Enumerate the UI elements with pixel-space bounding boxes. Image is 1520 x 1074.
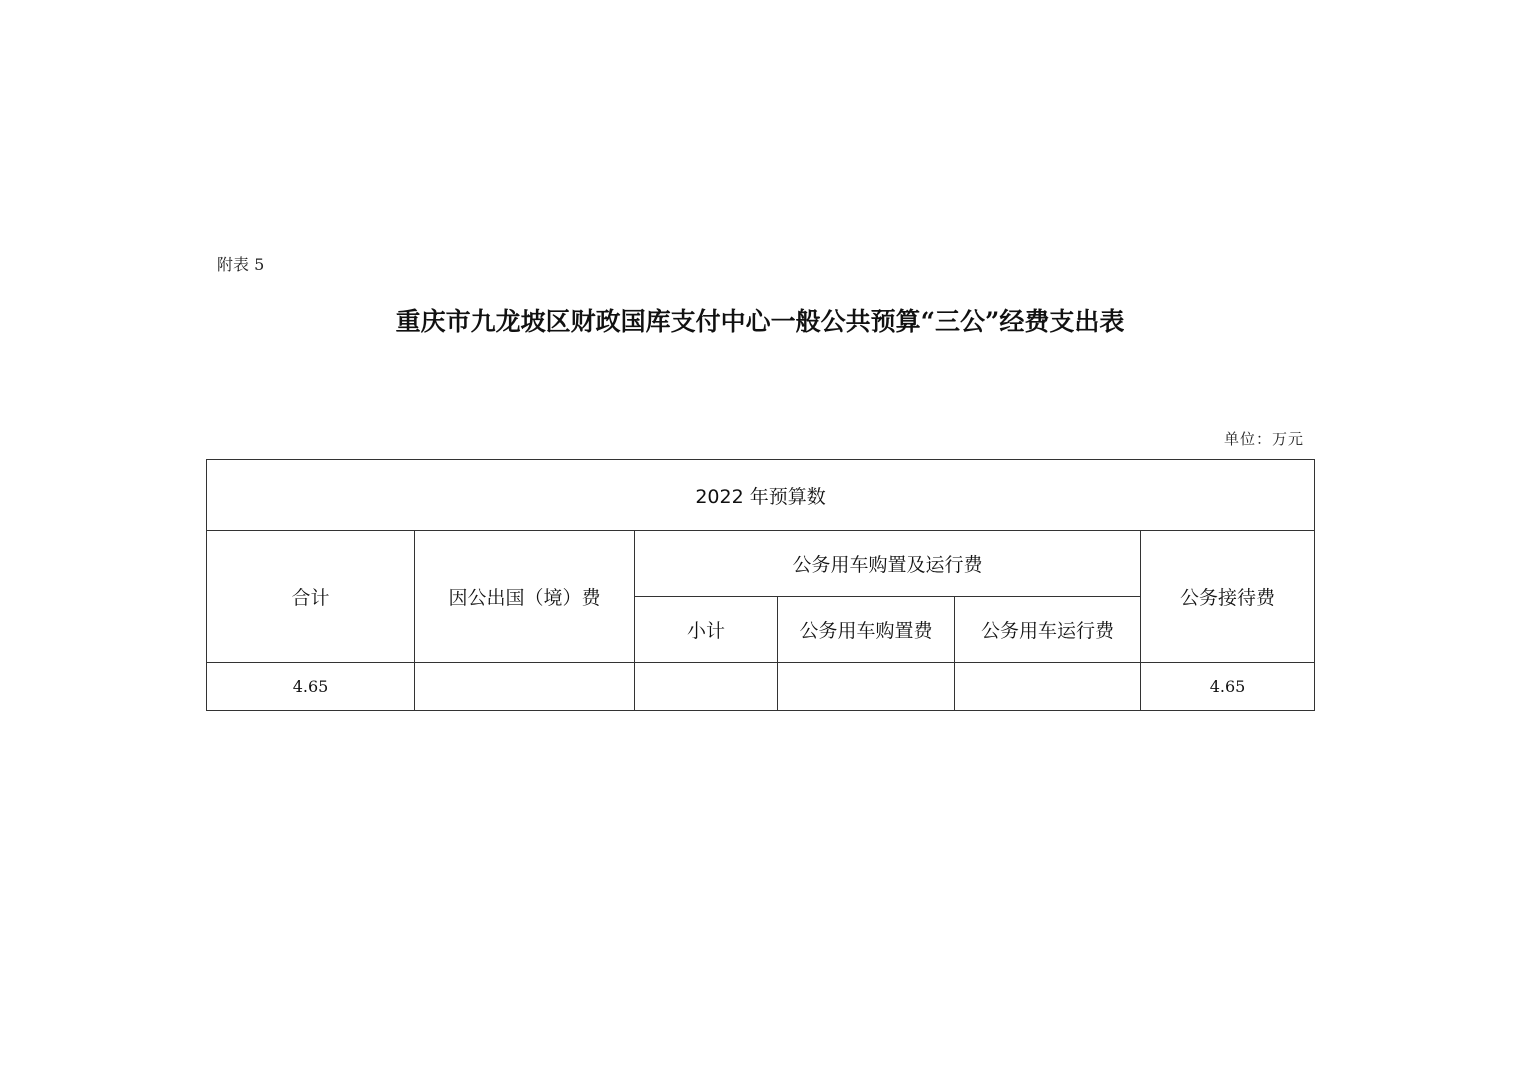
unit-note: 单位：万元 (1223, 430, 1304, 448)
header-overseas-travel: 因公出国（境）费 (415, 531, 635, 663)
table-row (207, 663, 1315, 711)
value-overseas-travel (415, 663, 635, 711)
value-total: 4.65 (207, 663, 415, 711)
header-vehicle-group: 公务用车购置及运行费 (635, 531, 1141, 597)
header-vehicle-operation: 公务用车运行费 (955, 597, 1141, 663)
value-vehicle-operation (955, 663, 1141, 711)
header-reception: 公务接待费 (1141, 531, 1315, 663)
budget-table (206, 459, 1315, 711)
attachment-label: 附表 5 (217, 255, 265, 274)
table-row-year (207, 460, 1315, 531)
header-vehicle-subtotal: 小计 (635, 597, 778, 663)
year-header-cell: 2022 年预算数 (207, 460, 1315, 531)
page-title: 重庆市九龙坡区财政国库支付中心一般公共预算“三公”经费支出表 (395, 307, 1125, 336)
value-reception: 4.65 (1141, 663, 1315, 711)
header-vehicle-purchase: 公务用车购置费 (778, 597, 955, 663)
table-row-header (207, 531, 1315, 597)
header-total: 合计 (207, 531, 415, 663)
value-vehicle-subtotal (635, 663, 778, 711)
value-vehicle-purchase (778, 663, 955, 711)
